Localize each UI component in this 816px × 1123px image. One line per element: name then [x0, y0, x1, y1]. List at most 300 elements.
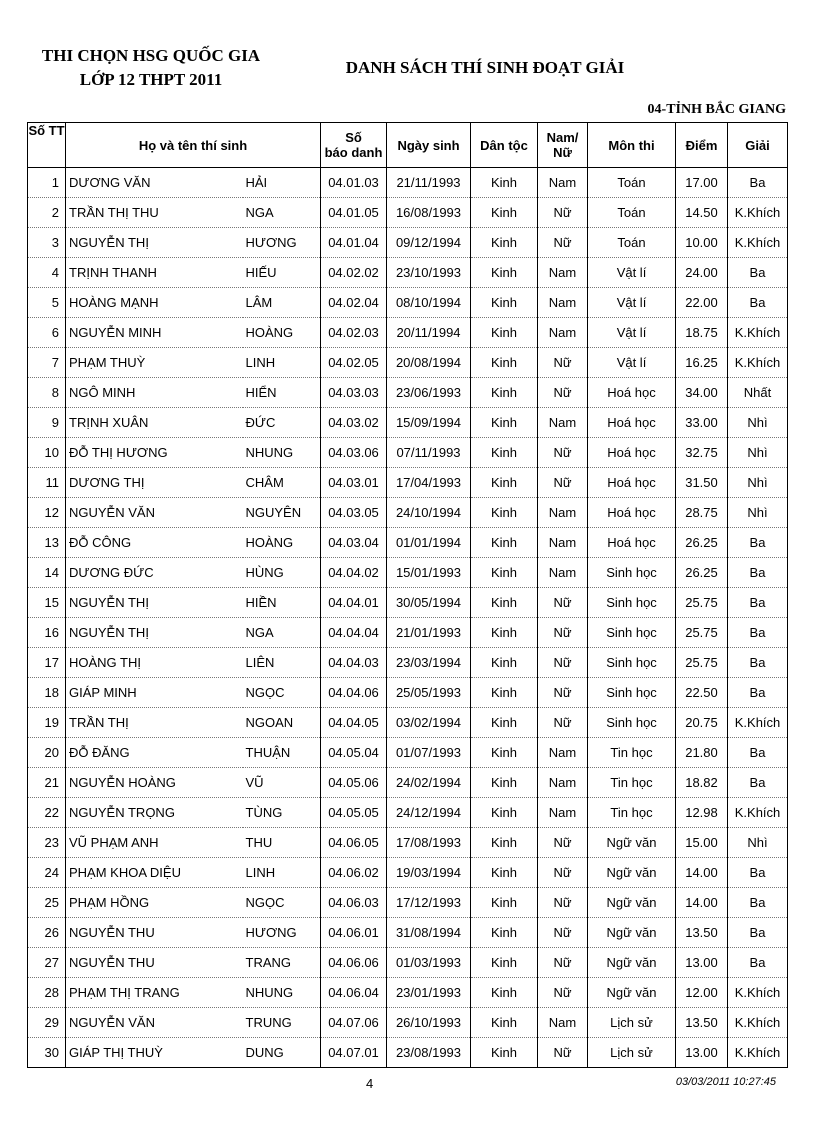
prize-cell: K.Khích [728, 978, 788, 1008]
gender-cell: Nam [538, 318, 588, 348]
score-cell: 12.98 [676, 798, 728, 828]
prize-cell: Ba [728, 588, 788, 618]
col-dob: Ngày sinh [387, 123, 471, 168]
given-name-cell: NHUNG [243, 978, 321, 1008]
prize-cell: Ba [728, 528, 788, 558]
score-cell: 31.50 [676, 468, 728, 498]
table-row [28, 558, 788, 588]
score-cell: 10.00 [676, 228, 728, 258]
sbd-cell: 04.07.01 [321, 1038, 387, 1068]
dob-cell: 07/11/1993 [387, 438, 471, 468]
table-row [28, 978, 788, 1008]
stt-cell: 19 [28, 708, 66, 738]
table-row [28, 768, 788, 798]
subject-cell: Ngữ văn [588, 858, 676, 888]
ethnic-cell: Kinh [471, 918, 538, 948]
table-row [28, 798, 788, 828]
score-cell: 13.00 [676, 1038, 728, 1068]
col-sbd [321, 123, 387, 168]
ethnic-cell: Kinh [471, 228, 538, 258]
gender-cell: Nữ [538, 918, 588, 948]
score-cell: 21.80 [676, 738, 728, 768]
subject-cell: Sinh học [588, 618, 676, 648]
surname-cell: DƯƠNG ĐỨC [66, 558, 243, 588]
subject-cell: Hoá học [588, 468, 676, 498]
ethnic-cell: Kinh [471, 258, 538, 288]
ethnic-cell: Kinh [471, 708, 538, 738]
gender-cell: Nam [538, 258, 588, 288]
dob-cell: 16/08/1993 [387, 198, 471, 228]
score-cell: 14.00 [676, 858, 728, 888]
score-cell: 25.75 [676, 588, 728, 618]
sbd-cell: 04.03.02 [321, 408, 387, 438]
subject-cell: Sinh học [588, 558, 676, 588]
table-row [28, 288, 788, 318]
sbd-cell: 04.01.03 [321, 168, 387, 198]
surname-cell: DƯƠNG VĂN [66, 168, 243, 198]
ethnic-cell: Kinh [471, 798, 538, 828]
stt-cell: 4 [28, 258, 66, 288]
ethnic-cell: Kinh [471, 318, 538, 348]
table-row [28, 1008, 788, 1038]
ethnic-cell: Kinh [471, 678, 538, 708]
table-row [28, 888, 788, 918]
dob-cell: 23/08/1993 [387, 1038, 471, 1068]
score-cell: 34.00 [676, 378, 728, 408]
surname-cell: GIÁP THỊ THUỲ [66, 1038, 243, 1068]
prize-cell: Ba [728, 678, 788, 708]
subject-cell: Tin học [588, 738, 676, 768]
dob-cell: 03/02/1994 [387, 708, 471, 738]
table-row [28, 678, 788, 708]
ethnic-cell: Kinh [471, 1008, 538, 1038]
dob-cell: 23/06/1993 [387, 378, 471, 408]
sbd-cell: 04.03.01 [321, 468, 387, 498]
subject-cell: Sinh học [588, 708, 676, 738]
stt-cell: 15 [28, 588, 66, 618]
surname-cell: TRẦN THỊ [66, 708, 243, 738]
table-body [28, 168, 788, 1068]
stt-cell: 22 [28, 798, 66, 828]
score-cell: 18.75 [676, 318, 728, 348]
stt-cell: 29 [28, 1008, 66, 1038]
surname-cell: PHẠM HỒNG [66, 888, 243, 918]
stt-cell: 26 [28, 918, 66, 948]
score-cell: 18.82 [676, 768, 728, 798]
stt-cell: 17 [28, 648, 66, 678]
sbd-cell: 04.04.06 [321, 678, 387, 708]
subject-cell: Sinh học [588, 588, 676, 618]
given-name-cell: NHUNG [243, 438, 321, 468]
gender-cell: Nữ [538, 858, 588, 888]
prize-cell: Ba [728, 648, 788, 678]
ethnic-cell: Kinh [471, 348, 538, 378]
table-row [28, 348, 788, 378]
table-row [28, 648, 788, 678]
given-name-cell: HƯƠNG [243, 918, 321, 948]
stt-cell: 6 [28, 318, 66, 348]
stt-cell: 11 [28, 468, 66, 498]
ethnic-cell: Kinh [471, 168, 538, 198]
sbd-cell: 04.06.06 [321, 948, 387, 978]
stt-cell: 23 [28, 828, 66, 858]
given-name-cell: VŨ [243, 768, 321, 798]
dob-cell: 26/10/1993 [387, 1008, 471, 1038]
prize-cell: K.Khích [728, 318, 788, 348]
table-row [28, 228, 788, 258]
col-score: Điểm [676, 123, 728, 168]
subject-cell: Hoá học [588, 498, 676, 528]
surname-cell: NGUYỄN THU [66, 948, 243, 978]
given-name-cell: LINH [243, 858, 321, 888]
ethnic-cell: Kinh [471, 948, 538, 978]
prize-cell: Ba [728, 558, 788, 588]
stt-cell: 21 [28, 768, 66, 798]
stt-cell: 7 [28, 348, 66, 378]
surname-cell: HOÀNG THỊ [66, 648, 243, 678]
gender-cell: Nam [538, 1008, 588, 1038]
gender-cell: Nam [538, 768, 588, 798]
dob-cell: 09/12/1994 [387, 228, 471, 258]
score-cell: 25.75 [676, 618, 728, 648]
col-stt: Số TT [28, 123, 66, 168]
gender-cell: Nam [538, 288, 588, 318]
dob-cell: 21/11/1993 [387, 168, 471, 198]
subject-cell: Ngữ văn [588, 918, 676, 948]
surname-cell: PHẠM KHOA DIỆU [66, 858, 243, 888]
given-name-cell: HIỀN [243, 588, 321, 618]
gender-cell: Nữ [538, 468, 588, 498]
score-cell: 25.75 [676, 648, 728, 678]
stt-cell: 18 [28, 678, 66, 708]
given-name-cell: HOÀNG [243, 528, 321, 558]
prize-cell: Nhì [728, 828, 788, 858]
prize-cell: Ba [728, 618, 788, 648]
winners-table [27, 122, 788, 1068]
surname-cell: VŨ PHẠM ANH [66, 828, 243, 858]
dob-cell: 23/01/1993 [387, 978, 471, 1008]
dob-cell: 17/04/1993 [387, 468, 471, 498]
given-name-cell: HIỂN [243, 378, 321, 408]
stt-cell: 25 [28, 888, 66, 918]
gender-cell: Nữ [538, 348, 588, 378]
surname-cell: PHẠM THỊ TRANG [66, 978, 243, 1008]
surname-cell: TRẦN THỊ THU [66, 198, 243, 228]
subject-cell: Tin học [588, 798, 676, 828]
gender-cell: Nữ [538, 978, 588, 1008]
stt-cell: 9 [28, 408, 66, 438]
subject-cell: Vật lí [588, 348, 676, 378]
ethnic-cell: Kinh [471, 288, 538, 318]
given-name-cell: NGA [243, 618, 321, 648]
surname-cell: NGUYỄN THU [66, 918, 243, 948]
table-row [28, 738, 788, 768]
given-name-cell: THU [243, 828, 321, 858]
table-row [28, 438, 788, 468]
score-cell: 14.00 [676, 888, 728, 918]
prize-cell: Ba [728, 918, 788, 948]
prize-cell: Nhất [728, 378, 788, 408]
gender-cell: Nữ [538, 198, 588, 228]
stt-cell: 27 [28, 948, 66, 978]
subject-cell: Toán [588, 198, 676, 228]
ethnic-cell: Kinh [471, 888, 538, 918]
subject-cell: Vật lí [588, 318, 676, 348]
table-row [28, 948, 788, 978]
gender-cell: Nam [538, 498, 588, 528]
exam-title [26, 44, 276, 92]
gender-cell: Nữ [538, 888, 588, 918]
score-cell: 26.25 [676, 528, 728, 558]
sbd-cell: 04.04.04 [321, 618, 387, 648]
sbd-cell: 04.04.03 [321, 648, 387, 678]
surname-cell: PHẠM THUỲ [66, 348, 243, 378]
stt-cell: 5 [28, 288, 66, 318]
sbd-cell: 04.06.05 [321, 828, 387, 858]
score-cell: 33.00 [676, 408, 728, 438]
given-name-cell: CHÂM [243, 468, 321, 498]
stt-cell: 2 [28, 198, 66, 228]
sbd-cell: 04.06.04 [321, 978, 387, 1008]
stt-cell: 20 [28, 738, 66, 768]
table-row [28, 468, 788, 498]
prize-cell: K.Khích [728, 1008, 788, 1038]
ethnic-cell: Kinh [471, 198, 538, 228]
col-name: Họ và tên thí sinh [66, 123, 321, 168]
prize-cell: Ba [728, 738, 788, 768]
surname-cell: NGUYỄN THỊ [66, 618, 243, 648]
prize-cell: Ba [728, 258, 788, 288]
col-gender-line1: Nam/ [546, 130, 579, 145]
given-name-cell: NGUYÊN [243, 498, 321, 528]
score-cell: 17.00 [676, 168, 728, 198]
gender-cell: Nữ [538, 378, 588, 408]
ethnic-cell: Kinh [471, 858, 538, 888]
stt-cell: 16 [28, 618, 66, 648]
table-header-row [28, 123, 788, 168]
sbd-cell: 04.05.06 [321, 768, 387, 798]
stt-cell: 12 [28, 498, 66, 528]
dob-cell: 23/03/1994 [387, 648, 471, 678]
ethnic-cell: Kinh [471, 378, 538, 408]
dob-cell: 19/03/1994 [387, 858, 471, 888]
given-name-cell: NGỌC [243, 888, 321, 918]
sbd-cell: 04.07.06 [321, 1008, 387, 1038]
dob-cell: 17/08/1993 [387, 828, 471, 858]
subject-cell: Hoá học [588, 378, 676, 408]
ethnic-cell: Kinh [471, 438, 538, 468]
prize-cell: Nhì [728, 498, 788, 528]
gender-cell: Nam [538, 528, 588, 558]
list-title: DANH SÁCH THÍ SINH ĐOẠT GIẢI [345, 58, 625, 77]
given-name-cell: ĐỨC [243, 408, 321, 438]
table-row [28, 408, 788, 438]
stt-cell: 30 [28, 1038, 66, 1068]
score-cell: 28.75 [676, 498, 728, 528]
surname-cell: GIÁP MINH [66, 678, 243, 708]
surname-cell: NGUYỄN MINH [66, 318, 243, 348]
sbd-cell: 04.05.04 [321, 738, 387, 768]
subject-cell: Ngữ văn [588, 948, 676, 978]
gender-cell: Nữ [538, 438, 588, 468]
prize-cell: K.Khích [728, 798, 788, 828]
given-name-cell: TRUNG [243, 1008, 321, 1038]
stt-cell: 13 [28, 528, 66, 558]
subject-cell: Vật lí [588, 258, 676, 288]
score-cell: 20.75 [676, 708, 728, 738]
province-label: 04-TỈNH BẮC GIANG [647, 102, 786, 117]
surname-cell: NGUYỄN TRỌNG [66, 798, 243, 828]
print-timestamp: 03/03/2011 10:27:45 [675, 1076, 776, 1088]
dob-cell: 24/12/1994 [387, 798, 471, 828]
table-row [28, 588, 788, 618]
given-name-cell: HƯƠNG [243, 228, 321, 258]
subject-cell: Hoá học [588, 438, 676, 468]
ethnic-cell: Kinh [471, 738, 538, 768]
prize-cell: Ba [728, 888, 788, 918]
dob-cell: 24/02/1994 [387, 768, 471, 798]
given-name-cell: THUẬN [243, 738, 321, 768]
score-cell: 13.50 [676, 1008, 728, 1038]
gender-cell: Nữ [538, 648, 588, 678]
sbd-cell: 04.04.05 [321, 708, 387, 738]
ethnic-cell: Kinh [471, 528, 538, 558]
prize-cell: Nhì [728, 468, 788, 498]
ethnic-cell: Kinh [471, 468, 538, 498]
ethnic-cell: Kinh [471, 498, 538, 528]
stt-cell: 24 [28, 858, 66, 888]
ethnic-cell: Kinh [471, 828, 538, 858]
surname-cell: DƯƠNG THỊ [66, 468, 243, 498]
surname-cell: HOÀNG MẠNH [66, 288, 243, 318]
stt-cell: 1 [28, 168, 66, 198]
sbd-cell: 04.03.05 [321, 498, 387, 528]
exam-title-line2: LỚP 12 THPT 2011 [79, 70, 223, 89]
prize-cell: K.Khích [728, 228, 788, 258]
dob-cell: 25/05/1993 [387, 678, 471, 708]
prize-cell: Ba [728, 768, 788, 798]
sbd-cell: 04.06.02 [321, 858, 387, 888]
score-cell: 12.00 [676, 978, 728, 1008]
dob-cell: 30/05/1994 [387, 588, 471, 618]
gender-cell: Nữ [538, 708, 588, 738]
surname-cell: ĐỖ THỊ HƯƠNG [66, 438, 243, 468]
prize-cell: K.Khích [728, 348, 788, 378]
gender-cell: Nam [538, 168, 588, 198]
given-name-cell: TÙNG [243, 798, 321, 828]
gender-cell: Nữ [538, 228, 588, 258]
gender-cell: Nữ [538, 828, 588, 858]
surname-cell: ĐỖ ĐĂNG [66, 738, 243, 768]
col-gender-line2: Nữ [553, 145, 572, 160]
subject-cell: Tin học [588, 768, 676, 798]
table-row [28, 858, 788, 888]
ethnic-cell: Kinh [471, 1038, 538, 1068]
subject-cell: Lịch sử [588, 1008, 676, 1038]
sbd-cell: 04.04.01 [321, 588, 387, 618]
given-name-cell: DUNG [243, 1038, 321, 1068]
subject-cell: Sinh học [588, 678, 676, 708]
given-name-cell: NGA [243, 198, 321, 228]
sbd-cell: 04.03.04 [321, 528, 387, 558]
dob-cell: 01/03/1993 [387, 948, 471, 978]
dob-cell: 17/12/1993 [387, 888, 471, 918]
sbd-cell: 04.01.04 [321, 228, 387, 258]
dob-cell: 24/10/1994 [387, 498, 471, 528]
col-prize: Giải [728, 123, 788, 168]
gender-cell: Nam [538, 738, 588, 768]
sbd-cell: 04.06.03 [321, 888, 387, 918]
dob-cell: 21/01/1993 [387, 618, 471, 648]
table-row [28, 318, 788, 348]
subject-cell: Hoá học [588, 528, 676, 558]
sbd-cell: 04.03.03 [321, 378, 387, 408]
subject-cell: Sinh học [588, 648, 676, 678]
table-row [28, 528, 788, 558]
given-name-cell: HẢI [243, 168, 321, 198]
prize-cell: Ba [728, 858, 788, 888]
gender-cell: Nam [538, 408, 588, 438]
table-row [28, 498, 788, 528]
ethnic-cell: Kinh [471, 618, 538, 648]
table-row [28, 708, 788, 738]
subject-cell: Ngữ văn [588, 888, 676, 918]
surname-cell: NGUYỄN THỊ [66, 588, 243, 618]
ethnic-cell: Kinh [471, 588, 538, 618]
dob-cell: 15/01/1993 [387, 558, 471, 588]
score-cell: 16.25 [676, 348, 728, 378]
col-ethnic: Dân tộc [471, 123, 538, 168]
ethnic-cell: Kinh [471, 768, 538, 798]
score-cell: 14.50 [676, 198, 728, 228]
gender-cell: Nam [538, 798, 588, 828]
score-cell: 15.00 [676, 828, 728, 858]
stt-cell: 8 [28, 378, 66, 408]
prize-cell: K.Khích [728, 708, 788, 738]
dob-cell: 15/09/1994 [387, 408, 471, 438]
table-row [28, 258, 788, 288]
given-name-cell: LIÊN [243, 648, 321, 678]
ethnic-cell: Kinh [471, 408, 538, 438]
dob-cell: 23/10/1993 [387, 258, 471, 288]
sbd-cell: 04.01.05 [321, 198, 387, 228]
given-name-cell: HÙNG [243, 558, 321, 588]
table-row [28, 378, 788, 408]
subject-cell: Lịch sử [588, 1038, 676, 1068]
sbd-cell: 04.02.02 [321, 258, 387, 288]
dob-cell: 20/08/1994 [387, 348, 471, 378]
table-row [28, 168, 788, 198]
score-cell: 13.00 [676, 948, 728, 978]
prize-cell: K.Khích [728, 1038, 788, 1068]
col-sbd-line2: báo danh [324, 145, 383, 160]
given-name-cell: TRANG [243, 948, 321, 978]
score-cell: 22.00 [676, 288, 728, 318]
subject-cell: Vật lí [588, 288, 676, 318]
sbd-cell: 04.06.01 [321, 918, 387, 948]
table-row [28, 198, 788, 228]
table-row [28, 1038, 788, 1068]
exam-title-line1: THI CHỌN HSG QUỐC GIA [41, 46, 261, 65]
gender-cell: Nữ [538, 1038, 588, 1068]
stt-cell: 10 [28, 438, 66, 468]
table-row [28, 618, 788, 648]
surname-cell: ĐỖ CÔNG [66, 528, 243, 558]
score-cell: 22.50 [676, 678, 728, 708]
prize-cell: Ba [728, 948, 788, 978]
prize-cell: Ba [728, 288, 788, 318]
score-cell: 24.00 [676, 258, 728, 288]
